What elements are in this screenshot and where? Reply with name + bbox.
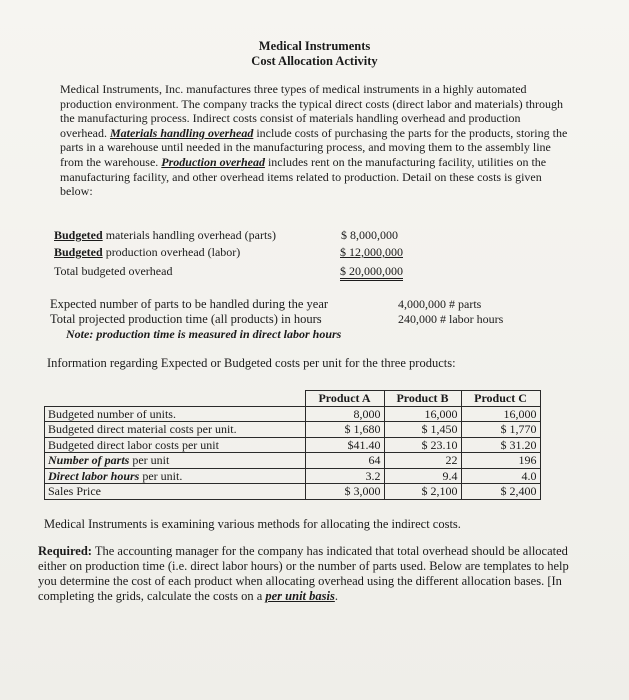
info-line: Information regarding Expected or Budgeted costs per unit for the three products: — [47, 356, 456, 370]
table-row — [45, 406, 541, 422]
cell-value: $ 23.10 — [384, 437, 461, 453]
expected-parts-value: 4,000,000 # parts — [398, 297, 482, 311]
cell-value: $ 2,100 — [384, 484, 461, 500]
intro-text-3: includes rent on the manufacturing facility, utilities on the manufacturing facility, and other overhead items related to production. Detail on these costs is given below: — [60, 154, 547, 199]
expected-time-value: 240,000 # labor hours — [398, 312, 504, 326]
cell-value: 16,000 — [384, 406, 461, 422]
cell-value: 4.0 — [461, 468, 540, 484]
document-title: Medical Instruments — [258, 39, 371, 53]
budget-amount-materials: $ 8,000,000 — [341, 228, 398, 242]
row-label: Budgeted direct labor costs per unit — [45, 437, 306, 453]
row-label: Direct labor hours per unit. — [45, 468, 306, 484]
required-paragraph: Required: The accounting manager for the company has indicated that total overhead should be allocated either on production time (i.e. direct labor hours) or the number of parts used. Below are templates to help you determine the cost of each product when allocating overhead using the different allocation bases. [In completing the grids, calculate the costs on a per unit basis. — [38, 544, 569, 603]
table-row — [45, 437, 541, 453]
header-product-a: Product A — [305, 391, 384, 407]
cell-value: 22 — [384, 453, 461, 469]
per-unit-basis: per unit basis — [265, 589, 335, 603]
budget-amount-total: $ 20,000,000 — [340, 264, 403, 279]
product-cost-table — [44, 390, 541, 500]
row-label: Budgeted number of units. — [45, 406, 306, 422]
cell-value: 16,000 — [461, 406, 540, 422]
table-row — [45, 484, 541, 500]
table-row — [45, 468, 541, 484]
budget-label-production: Budgeted production overhead (labor) — [54, 245, 241, 259]
budget-label-materials: Budgeted materials handling overhead (parts) — [54, 228, 276, 242]
cell-value: $ 31.20 — [461, 437, 540, 453]
term-production-overhead: Production overhead — [161, 154, 265, 169]
document-subtitle: Cost Allocation Activity — [251, 54, 378, 68]
budget-label-total: Total budgeted overhead — [54, 264, 173, 278]
expected-time-label: Total projected production time (all products) in hours — [50, 312, 322, 326]
intro-paragraph — [60, 82, 570, 199]
cell-value: 196 — [461, 453, 540, 469]
table-row — [45, 453, 541, 469]
closing-line: Medical Instruments is examining various methods for allocating the indirect costs. — [44, 517, 461, 531]
required-text: The accounting manager for the company has indicated that total overhead should be allocated either on production time (i.e. direct labor hours) or the number of parts used. Below are templates to help you determine the cost of each product when allocating overhead using the different allocation bases. [In completing the grids, calculate the costs on a — [38, 544, 569, 603]
required-label: Required: — [38, 544, 92, 558]
header-product-b: Product B — [384, 391, 461, 407]
intro-text-1: Medical Instruments, Inc. manufactures three types of medical instruments in a highly automated production environment. The company tracks the typical direct costs (direct labor and materials) through the manufacturing process. Indirect costs consist of materials handling overhead and production overhead. — [60, 82, 563, 140]
cell-value: $ 1,770 — [461, 422, 540, 438]
row-label: Number of parts per unit — [45, 453, 306, 469]
cell-value: 3.2 — [305, 468, 384, 484]
cell-value: $ 3,000 — [305, 484, 384, 500]
cell-value: 8,000 — [305, 406, 384, 422]
expected-parts-label: Expected number of parts to be handled during the year — [50, 297, 329, 311]
budget-amount-production: $ 12,000,000 — [340, 245, 403, 259]
cell-value: 9.4 — [384, 468, 461, 484]
cell-value: 64 — [305, 453, 384, 469]
cell-value: $ 1,450 — [384, 422, 461, 438]
header-product-c: Product C — [461, 391, 540, 407]
term-materials-handling: Materials handling overhead — [109, 125, 254, 140]
table-row — [45, 422, 541, 438]
cell-value: $ 1,680 — [305, 422, 384, 438]
cell-value: $41.40 — [305, 437, 384, 453]
intro-text-2: include costs of purchasing the parts for the products, storing the parts in a warehouse until needed in the manufacturing process, and moving them to the assembly line from the warehouse. — [60, 125, 568, 169]
table-header-row — [45, 391, 541, 407]
cell-value: $ 2,400 — [461, 484, 540, 500]
production-time-note: Note: production time is measured in direct labor hours — [66, 327, 342, 341]
row-label: Budgeted direct material costs per unit. — [45, 422, 306, 438]
row-label: Sales Price — [45, 484, 306, 500]
